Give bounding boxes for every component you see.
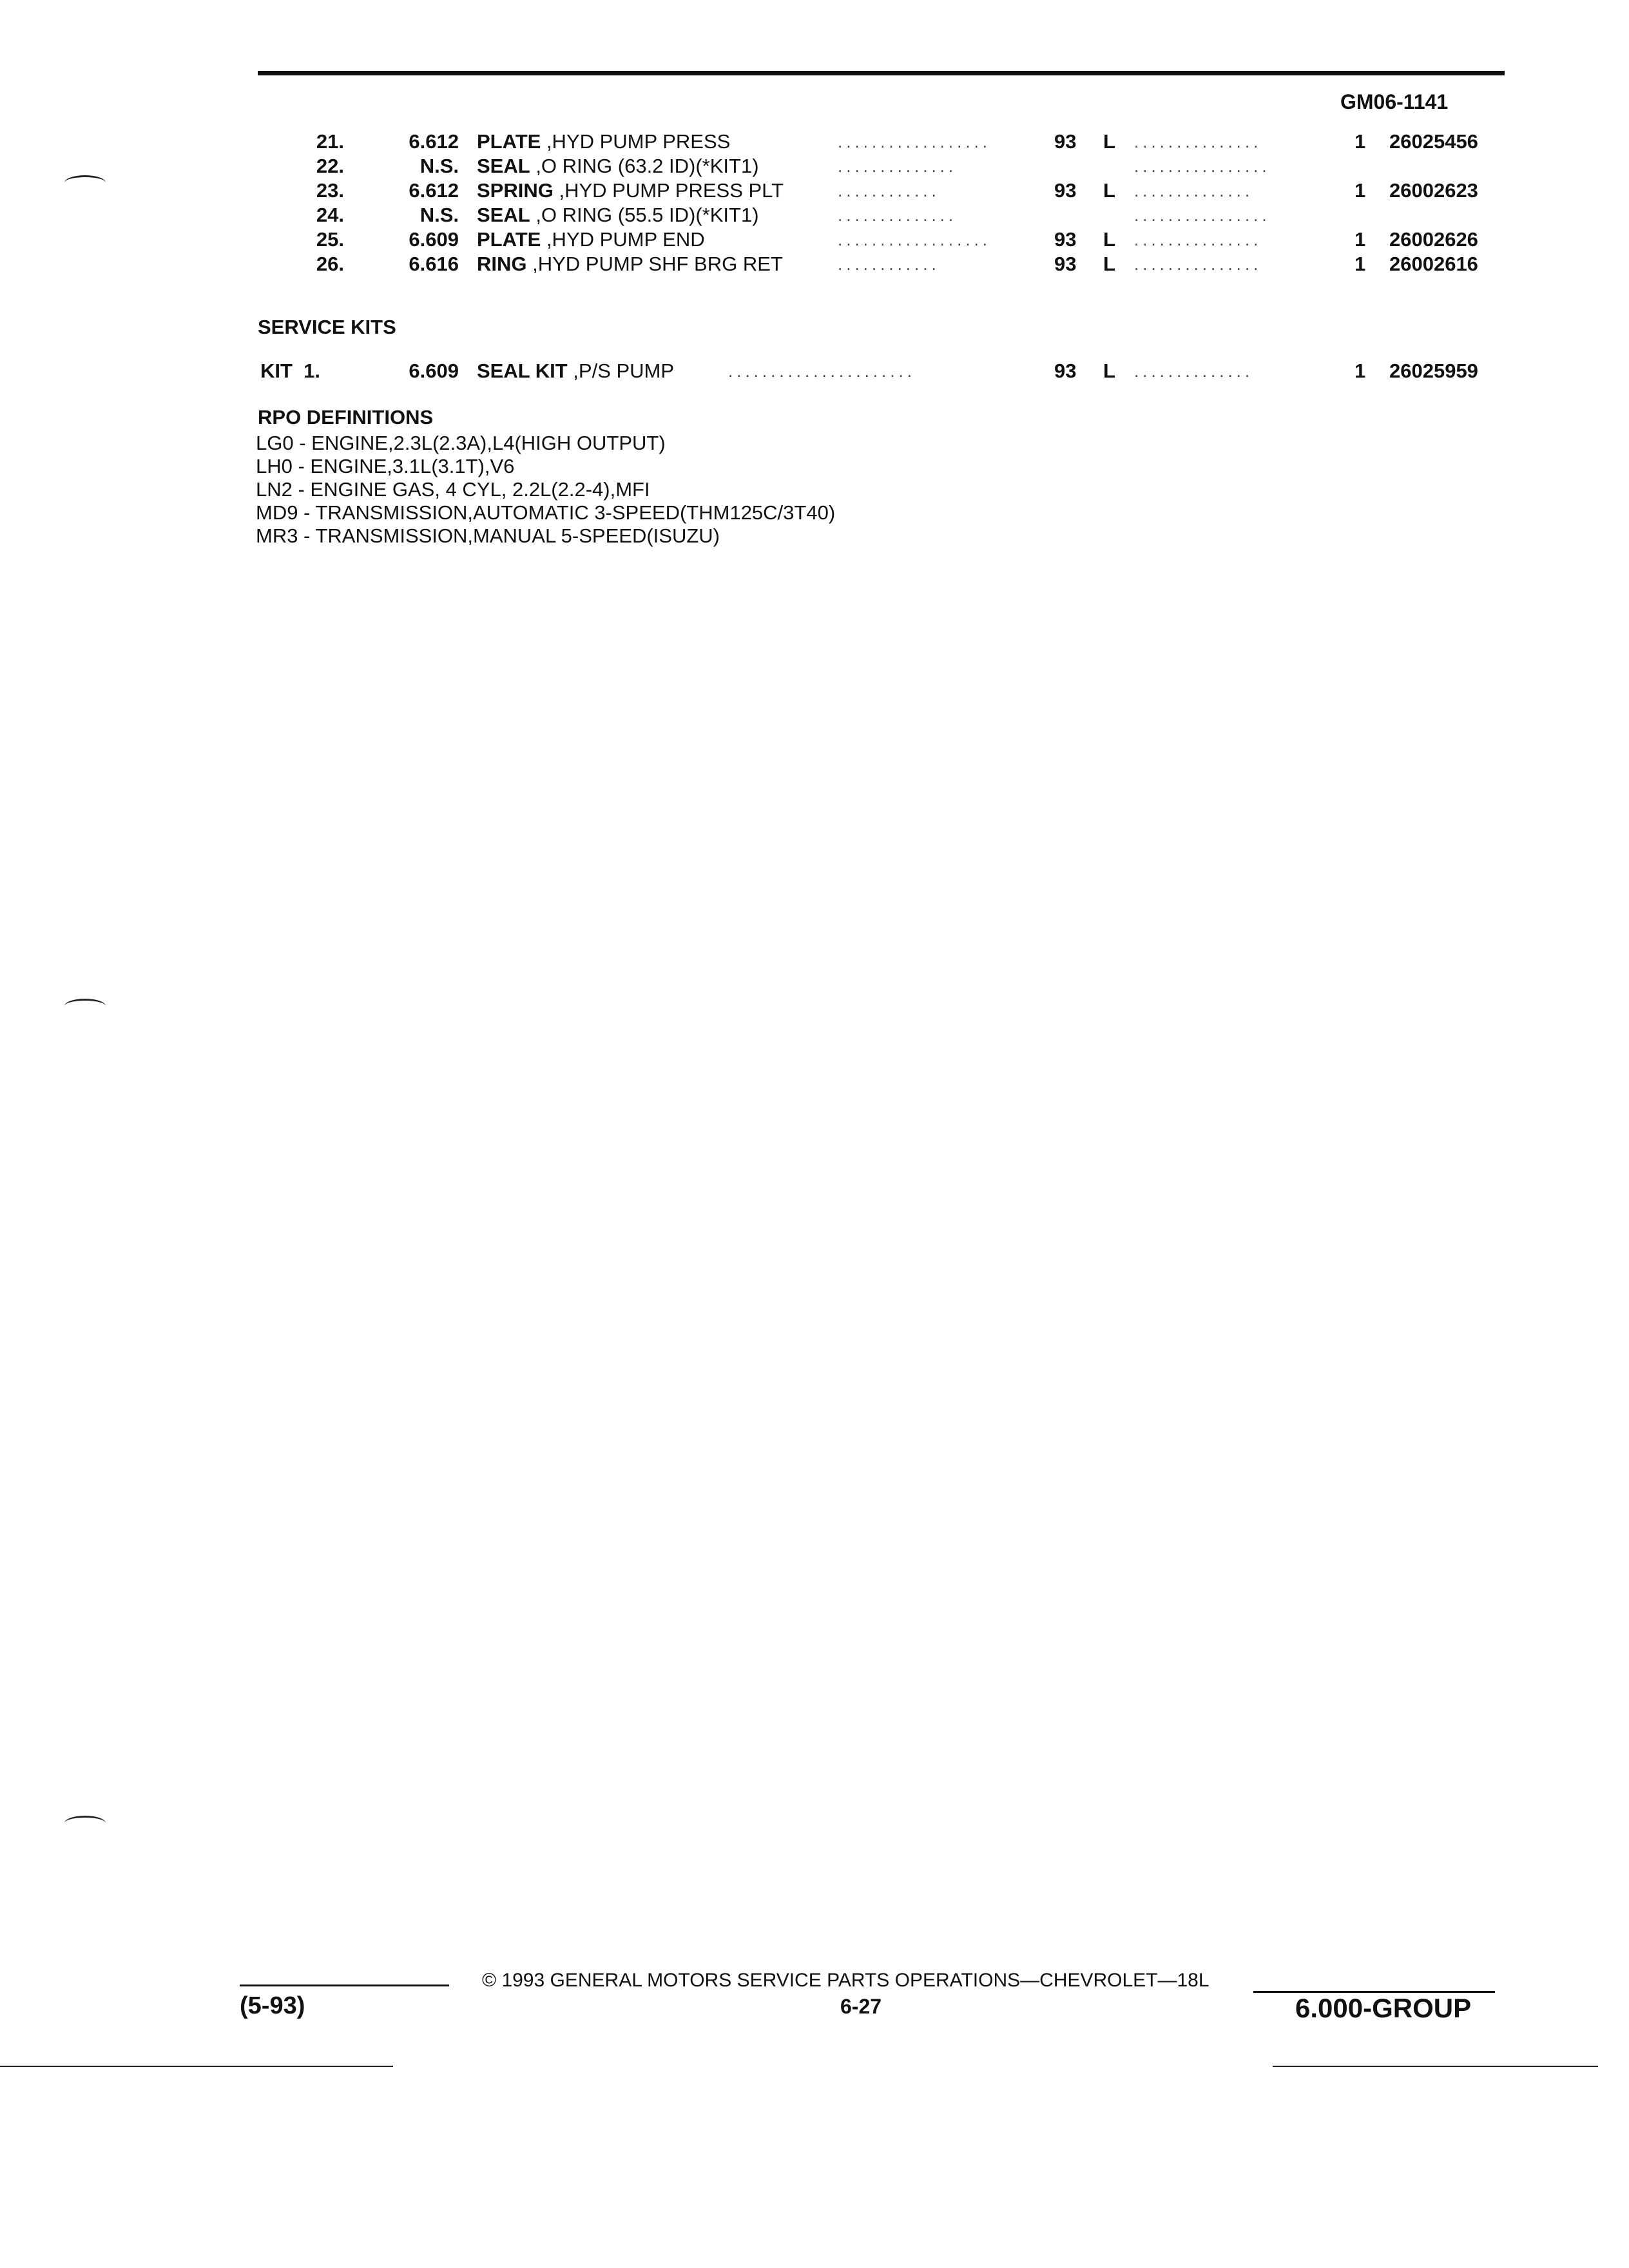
type-code: L (1103, 179, 1115, 202)
leader-dots: .............. (838, 157, 958, 176)
model-year: 93 (1054, 228, 1077, 251)
copyright-notice: © 1993 GENERAL MOTORS SERVICE PARTS OPERATIONS—CHEVROLET—18L (482, 1970, 1210, 1991)
rpo-definition: MD9 - TRANSMISSION,AUTOMATIC 3-SPEED(THM125C/3T40) (256, 501, 836, 524)
part-name: SEAL (477, 155, 530, 177)
part-row (0, 129, 1629, 155)
part-description (477, 178, 784, 204)
group-label: 6.000-GROUP (1295, 1993, 1472, 2023)
model-year: 93 (1054, 360, 1077, 382)
part-description (477, 358, 674, 384)
leader-dots: ................ (1134, 157, 1271, 176)
binder-mark (64, 999, 106, 1014)
footer-rule-left (240, 1984, 449, 1986)
part-name: SEAL KIT (477, 360, 568, 382)
rpo-heading: RPO DEFINITIONS (258, 406, 434, 428)
group-code: 6.612 (409, 179, 459, 202)
item-number: 23. (316, 179, 344, 202)
part-description (477, 153, 759, 179)
item-number: 25. (316, 228, 344, 251)
model-year: 93 (1054, 130, 1077, 153)
leader-dots: .............. (1134, 181, 1254, 200)
part-name: PLATE (477, 228, 541, 251)
group-code: N.S. (419, 155, 459, 177)
leader-dots: ............... (1134, 255, 1262, 274)
part-detail: ,P/S PUMP (573, 360, 675, 382)
leader-dots: ............... (1134, 132, 1262, 151)
type-code: L (1103, 228, 1115, 251)
part-number: 26002626 (1389, 228, 1478, 251)
leader-dots: ............ (838, 255, 940, 274)
type-code: L (1103, 130, 1115, 153)
kit-row (0, 358, 1629, 384)
part-description (477, 227, 705, 253)
leader-dots: .................. (838, 230, 992, 249)
leader-dots: ...................... (728, 361, 916, 381)
page-number: 6-27 (840, 1995, 882, 2018)
part-description (477, 251, 783, 277)
revision-date: (5-93) (240, 1992, 305, 2019)
item-number: 21. (316, 130, 344, 153)
rpo-definition: LG0 - ENGINE,2.3L(2.3A),L4(HIGH OUTPUT) (256, 432, 666, 454)
part-number: 26025959 (1389, 360, 1478, 382)
type-code: L (1103, 253, 1115, 275)
part-number: 26025456 (1389, 130, 1478, 153)
item-number: 22. (316, 155, 344, 177)
part-detail: ,HYD PUMP END (546, 228, 705, 251)
leader-dots: .................. (838, 132, 992, 151)
part-name: SEAL (477, 204, 530, 226)
service-kits-heading: SERVICE KITS (258, 316, 396, 338)
item-number: 26. (316, 253, 344, 275)
model-year: 93 (1054, 179, 1077, 202)
part-detail: ,HYD PUMP PRESS PLT (559, 179, 784, 202)
leader-dots: .............. (1134, 361, 1254, 381)
part-row (0, 178, 1629, 204)
part-name: RING (477, 253, 527, 275)
binder-mark (64, 175, 106, 190)
quantity: 1 (1354, 130, 1366, 153)
group-code: 6.609 (409, 228, 459, 251)
item-number: 24. (316, 204, 344, 226)
quantity: 1 (1354, 360, 1366, 382)
binder-mark (64, 1816, 106, 1831)
part-row (0, 202, 1629, 228)
part-detail: ,HYD PUMP SHF BRG RET (532, 253, 783, 275)
model-year: 93 (1054, 253, 1077, 275)
leader-dots: ............... (1134, 230, 1262, 249)
bottom-rule-left (0, 2066, 393, 2067)
quantity: 1 (1354, 253, 1366, 275)
rpo-definition: LN2 - ENGINE GAS, 4 CYL, 2.2L(2.2-4),MFI (256, 478, 650, 501)
part-row (0, 227, 1629, 253)
part-detail: ,HYD PUMP PRESS (546, 130, 731, 153)
group-code: 6.616 (409, 253, 459, 275)
group-code: 6.612 (409, 130, 459, 153)
part-row (0, 251, 1629, 277)
part-description (477, 129, 730, 155)
kit-number: KIT 1. (260, 360, 321, 382)
part-description (477, 202, 759, 228)
top-rule (258, 71, 1505, 75)
quantity: 1 (1354, 179, 1366, 202)
leader-dots: ................ (1134, 206, 1271, 225)
part-name: PLATE (477, 130, 541, 153)
group-code: 6.609 (409, 360, 459, 382)
part-name: SPRING (477, 179, 554, 202)
leader-dots: .............. (838, 206, 958, 225)
quantity: 1 (1354, 228, 1366, 251)
bottom-rule-right (1273, 2066, 1598, 2067)
group-code: N.S. (419, 204, 459, 226)
part-detail: ,O RING (63.2 ID)(*KIT1) (535, 155, 759, 177)
document-id: GM06-1141 (1340, 90, 1449, 113)
part-number: 26002623 (1389, 179, 1478, 202)
leader-dots: ............ (838, 181, 940, 200)
rpo-definition: MR3 - TRANSMISSION,MANUAL 5-SPEED(ISUZU) (256, 524, 720, 547)
part-row (0, 153, 1629, 179)
part-detail: ,O RING (55.5 ID)(*KIT1) (535, 204, 759, 226)
part-number: 26002616 (1389, 253, 1478, 275)
rpo-definition: LH0 - ENGINE,3.1L(3.1T),V6 (256, 455, 515, 477)
type-code: L (1103, 360, 1115, 382)
